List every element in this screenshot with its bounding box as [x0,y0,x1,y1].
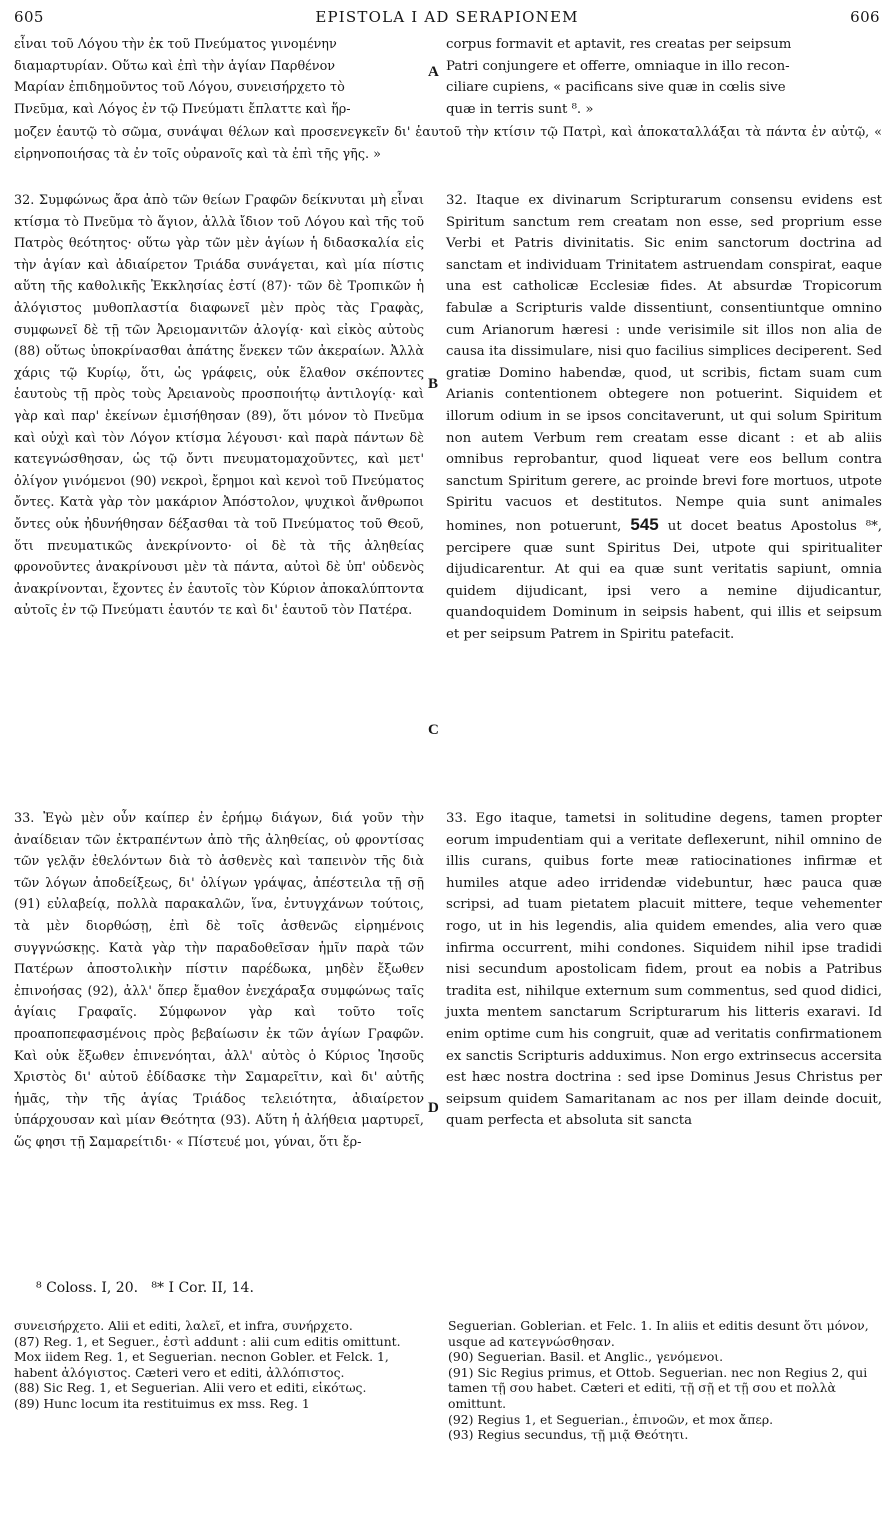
note: (90) Seguerian. Basil. et Anglic., γενόμενοι. [448,1349,724,1365]
latin-line: ciliare cupiens, « pacificans sive quæ in cœlis sive [446,80,786,96]
note: (88) Sic Reg. 1, et Seguerian. Alii vero et editi, εἰκότως. [14,1380,367,1396]
latin-text: 32. Itaque ex divinarum Scripturarum consensu evidens est Spiritum sanctum rem creatam non esse, sed proprium esse Verbi et Patris divinitatis. Sic enim sanctorum doctrina ad sanctam et individuam Trinitatem astruendam conspirat, eaque una est catholicæ Ecclesiæ fides. At absurdæ Tropicorum fabulæ a Scripturis valde dissentiunt, consentiuntque omnino cum Arianorum hæresi : unde verisimile sit illos non alia de causa ita dissimulare, nisi quo facilius simplices deciperent. Sed gratiæ Domino habendæ, quod, ut scribis, fictam suam cum Arianis contentionem obtegere non potuerint. Siquidem et illorum odium in se ipsos concitaverunt, ut qui solum Spiritum non autem Verbum rem creatam esse dicant : et ab aliis omnibus reprobantur, quod liqueat vere eos bellum contra sanctum Spiritum gerere, ac proinde brevi fore mortuos, utpote Spiritu vacuos et destitutos. Nempe quia sunt animales homines, non potuerunt, [446,193,882,534]
page-number-marker: 545 [630,514,659,534]
section-32-latin [446,190,882,645]
note: (93) Regius secundus, τῇ μιᾷ Θεότητι. [448,1427,689,1443]
note: (92) Regius 1, et Seguerian., ἐπινοῶν, et mox ἄπερ. [448,1411,774,1427]
latin-text: ut docet beatus Apostolus ⁸*, percipere quæ sunt Spiritus Dei, utpote qui spiritualiter dijudicarentur. At qui ea quæ sunt veritatis sapiunt, omnia quidem dijudicant, ipsi vero a nemine dijudicantur, quandoquidem Dominum in seipsis habent, qui illis et seipsum et per seipsum Patrem in Spiritu patefacit. [446,518,882,642]
notes-left-column [14,1318,428,1412]
section-33-latin: 33. Ego itaque, tametsi in solitudine degens, tamen propter eorum impudentiam qui a veritate deflexerunt, nihil omnino de illis curans, quibus forte meæ ratiocinationes infirmæ et humiles atque adeo irridendæ videbuntur, hæc pauca quæ scripsi, ad tuam pietatem placuit mittere, teque vehementer rogo, ut in his legendis, alia quidem emendes, alia vero quæ infirma occurrent, mihi condones. Siquidem nihil ipse tradidi nisi secundum apostolicam fidem, prout ea nobis a Patribus tradita est, nihilque externum sum commentus, sed quod didici, juxta mentem sanctarum Scripturarum his litteris exaravi. Id enim optime cum his congruit, quæ ad veritatis confirmationem ex sanctis Scripturis adduximus. Non ergo extrinsecus accersita est hæc nostra doctrina : sed ipse Dominus Jesus Christus per seipsum quidem Samaritanam ac nos per illam deinde docuit, quam perfecta et absoluta sit sancta [446,811,882,1129]
margin-letter-c: C [428,722,439,738]
running-title: EPISTOLA I AD SERAPIONEM [315,8,579,26]
section-33-greek: 33. Ἐγὼ μὲν οὖν καίπερ ἐν ἐρήμῳ διάγων, διά γοῦν τὴν ἀναίδειαν τῶν ἐκτραπέντων ἀπὸ τῆς ἀληθείας, οὐ φροντίσας τῶν γελᾷν ἐθελόντων διὰ τὸ ἀσθενὲς καὶ ταπεινὸν τῆς διὰ τῶν λόγων ἀποδείξεως, δι' ὀλίγων γράψας, ἀπέστειλα τῇ σῇ (91) εὐλαβείᾳ, πολλὰ παρακαλῶν, ἵνα, ἐντυγχάνων τούτοις, τὰ μὲν διορθώσῃ, ἐπὶ δὲ τοῖς ἀσθενῶς εἰρημένοις συγγνώσκῃς. Κατὰ γὰρ τὴν παραδοθεῖσαν ἡμῖν παρὰ τῶν Πατέρων ἀποστολικὴν πίστιν παρέδωκα, μηδὲν ἔξωθεν ἐπινοήσας (92), ἀλλ' ὅπερ ἔμαθον ἐνεχάραξα συμφώνως ταῖς ἁγίαις Γραφαῖς. Σύμφωνον γὰρ καὶ τοῦτο τοῖς προαποπεφασμένοις πρὸς βεβαίωσιν ἐκ τῶν ἁγίων Γραφῶν. Καὶ οὐκ ἔξωθεν ἐπινενόηται, ἀλλ' αὐτὸς ὁ Κύριος Ἰησοῦς Χριστὸς δι' αὐτοῦ ἐδίδασκε τὴν Σαμαρεῖτιν, καὶ δι' αὐτῆς ἡμᾶς, τὴν τῆς ἁγίας Τριάδος τελειότητα, ἀδιαίρετον ὑπάρχουσαν καὶ μίαν Θεότητα (93). Αὕτη ἡ ἀλήθεια μαρτυρεῖ, ὥς φησι τῇ Σαμαρείτιδι· « Πίστευέ μοι, γύναι, ὅτι ἔρ- [14,811,424,1150]
margin-letter-d: D [428,1100,439,1116]
top-wide-greek: μοζεν ἑαυτῷ τὸ σῶμα, συνάψαι θέλων καὶ προσενεγκεῖν δι' ἑαυτοῦ τὴν κτίσιν τῷ Πατρὶ, καὶ ἀποκαταλλάξαι τὰ πάντα ἐν αὐτῷ, « εἰρηνοποιήσας τὰ ἐν τοῖς οὐρανοῖς καὶ τὰ ἐπὶ τῆς γῆς. » [14,125,882,162]
margin-letter-a: A [428,64,439,80]
scripture-references: ⁸ Coloss. I, 20. ⁸* I Cor. II, 14. [36,1280,254,1296]
greek-line: Πνεῦμα, καὶ Λόγος ἐν τῷ Πνεύματι ἔπλαττε καὶ ἥρ- [14,101,351,117]
section-32-greek: 32. Συμφώνως ἄρα ἀπὸ τῶν θείων Γραφῶν δείκνυται μὴ εἶναι κτίσμα τὸ Πνεῦμα τὸ ἅγιον, ἀλλὰ ἴδιον τοῦ Λόγου καὶ τῆς τοῦ Πατρὸς θεότητος· οὕτω γὰρ τῶν μὲν ἁγίων ἡ διδασκαλία εἰς τὴν ἁγίαν καὶ ἀδιαίρετον Τριάδα συνάγεται, καὶ μία πίστις αὕτη τῆς καθολικῆς Ἐκκλησίας ἐστί (87)· τῶν δὲ Τροπικῶν ἡ ἀλόγιστος μυθοπλαστία διαφωνεῖ μὲν πρὸς τὰς Γραφὰς, συμφωνεῖ δὲ τῇ τῶν Ἀρειομανιτῶν ἀλογίᾳ· καὶ εἰκὸς αὐτοὺς (88) οὕτως ὑποκρίνασθαι ἀπάτης ἕνεκεν τῶν ἀκεραίων. Ἀλλὰ χάρις τῷ Κυρίῳ, ὅτι, ὡς γράφεις, οὐκ ἔλαθον σκέποντες ἑαυτοὺς τῇ πρὸς τοὺς Ἀρειανοὺς προσποιήτῳ ἀντιλογίᾳ· καὶ γὰρ καὶ παρ' ἐκείνων ἐμισήθησαν (89), ὅτι μόνον τὸ Πνεῦμα καὶ οὐχὶ καὶ τὸν Λόγον κτίσμα λέγουσι· καὶ παρὰ πάντων δὲ κατεγνώσθησαν, ὡς τῷ ὄντι πνευματομαχοῦντες, καὶ μετ' ὀλίγον γινόμενοι (90) νεκροὶ, ἔρημοι καὶ κενοὶ τοῦ Πνεύματος ὄντες. Κατὰ γὰρ τὸν μακάριον Ἀπόστολον, ψυχικοὶ ἄνθρωποι ὄντες οὐκ ἠδυνήθησαν δέξασθαι τὰ τοῦ Πνεύματος τοῦ Θεοῦ, ὅτι πνευματικῶς ἀνεκρίνοντο· οἱ δὲ τὰ τῆς ἀληθείας φρονοῦντες ἀνακρίνουσι μὲν τὰ πάντα, αὐτοὶ δὲ ὑπ' οὐδενὸς ἀνακρίνονται, ἔχοντες ἐν ἑαυτοῖς τὸν Κύριον ἀποκαλύπτοντα αὐτοῖς ἐν τῷ Πνεύματι ἑαυτόν τε καὶ δι' ἑαυτοῦ τὸν Πατέρα. [14,193,424,619]
latin-line: Patri conjungere et offerre, omniaque in illo recon- [446,58,790,74]
latin-line: corpus formavit et aptavit, res creatas per seipsum [446,37,792,52]
latin-line: quæ in terris sunt ⁸. » [446,101,594,117]
top-greek-lines [14,34,424,120]
top-latin-lines [446,34,882,120]
left-page-number: 605 [14,8,44,26]
note: (91) Sic Regius primus, et Ottob. Seguerian. nec non Regius 2, qui tamen τῇ σου habet. Cæteri et editi, τῇ σῇ et τῇ σου et πολλὰ omittunt. [448,1364,868,1411]
note: συνεισήρχετο. Alii et editi, λαλεῖ, et infra, συνήρχετο. [14,1318,353,1333]
note: (87) Reg. 1, et Seguer., ἐστὶ addunt : alii cum editis omittunt. Mox iidem Reg. 1, et Seguerian. necnon Gobler. et Felck. 1, habent ἀλόγιστος. Cæteri vero et editi, ἀλλόπιστος. [14,1333,401,1380]
greek-line: διαμαρτυρίαν. Οὕτω καὶ ἐπὶ τὴν ἁγίαν Παρθένον [14,58,336,74]
greek-line: Μαρίαν ἐπιδημοῦντος τοῦ Λόγου, συνεισήρχετο τὸ [14,80,345,96]
note: Seguerian. Goblerian. et Felc. 1. In aliis et editis desunt ὅτι μόνον, usque ad κατεγνώσθησαν. [448,1318,869,1349]
right-page-number: 606 [850,8,880,26]
margin-letter-b: B [428,376,439,392]
notes-right-column [448,1318,882,1443]
greek-line: εἶναι τοῦ Λόγου τὴν ἐκ τοῦ Πνεύματος γινομένην [14,37,337,52]
note: (89) Hunc locum ita restituimus ex mss. Reg. 1 [14,1395,310,1411]
